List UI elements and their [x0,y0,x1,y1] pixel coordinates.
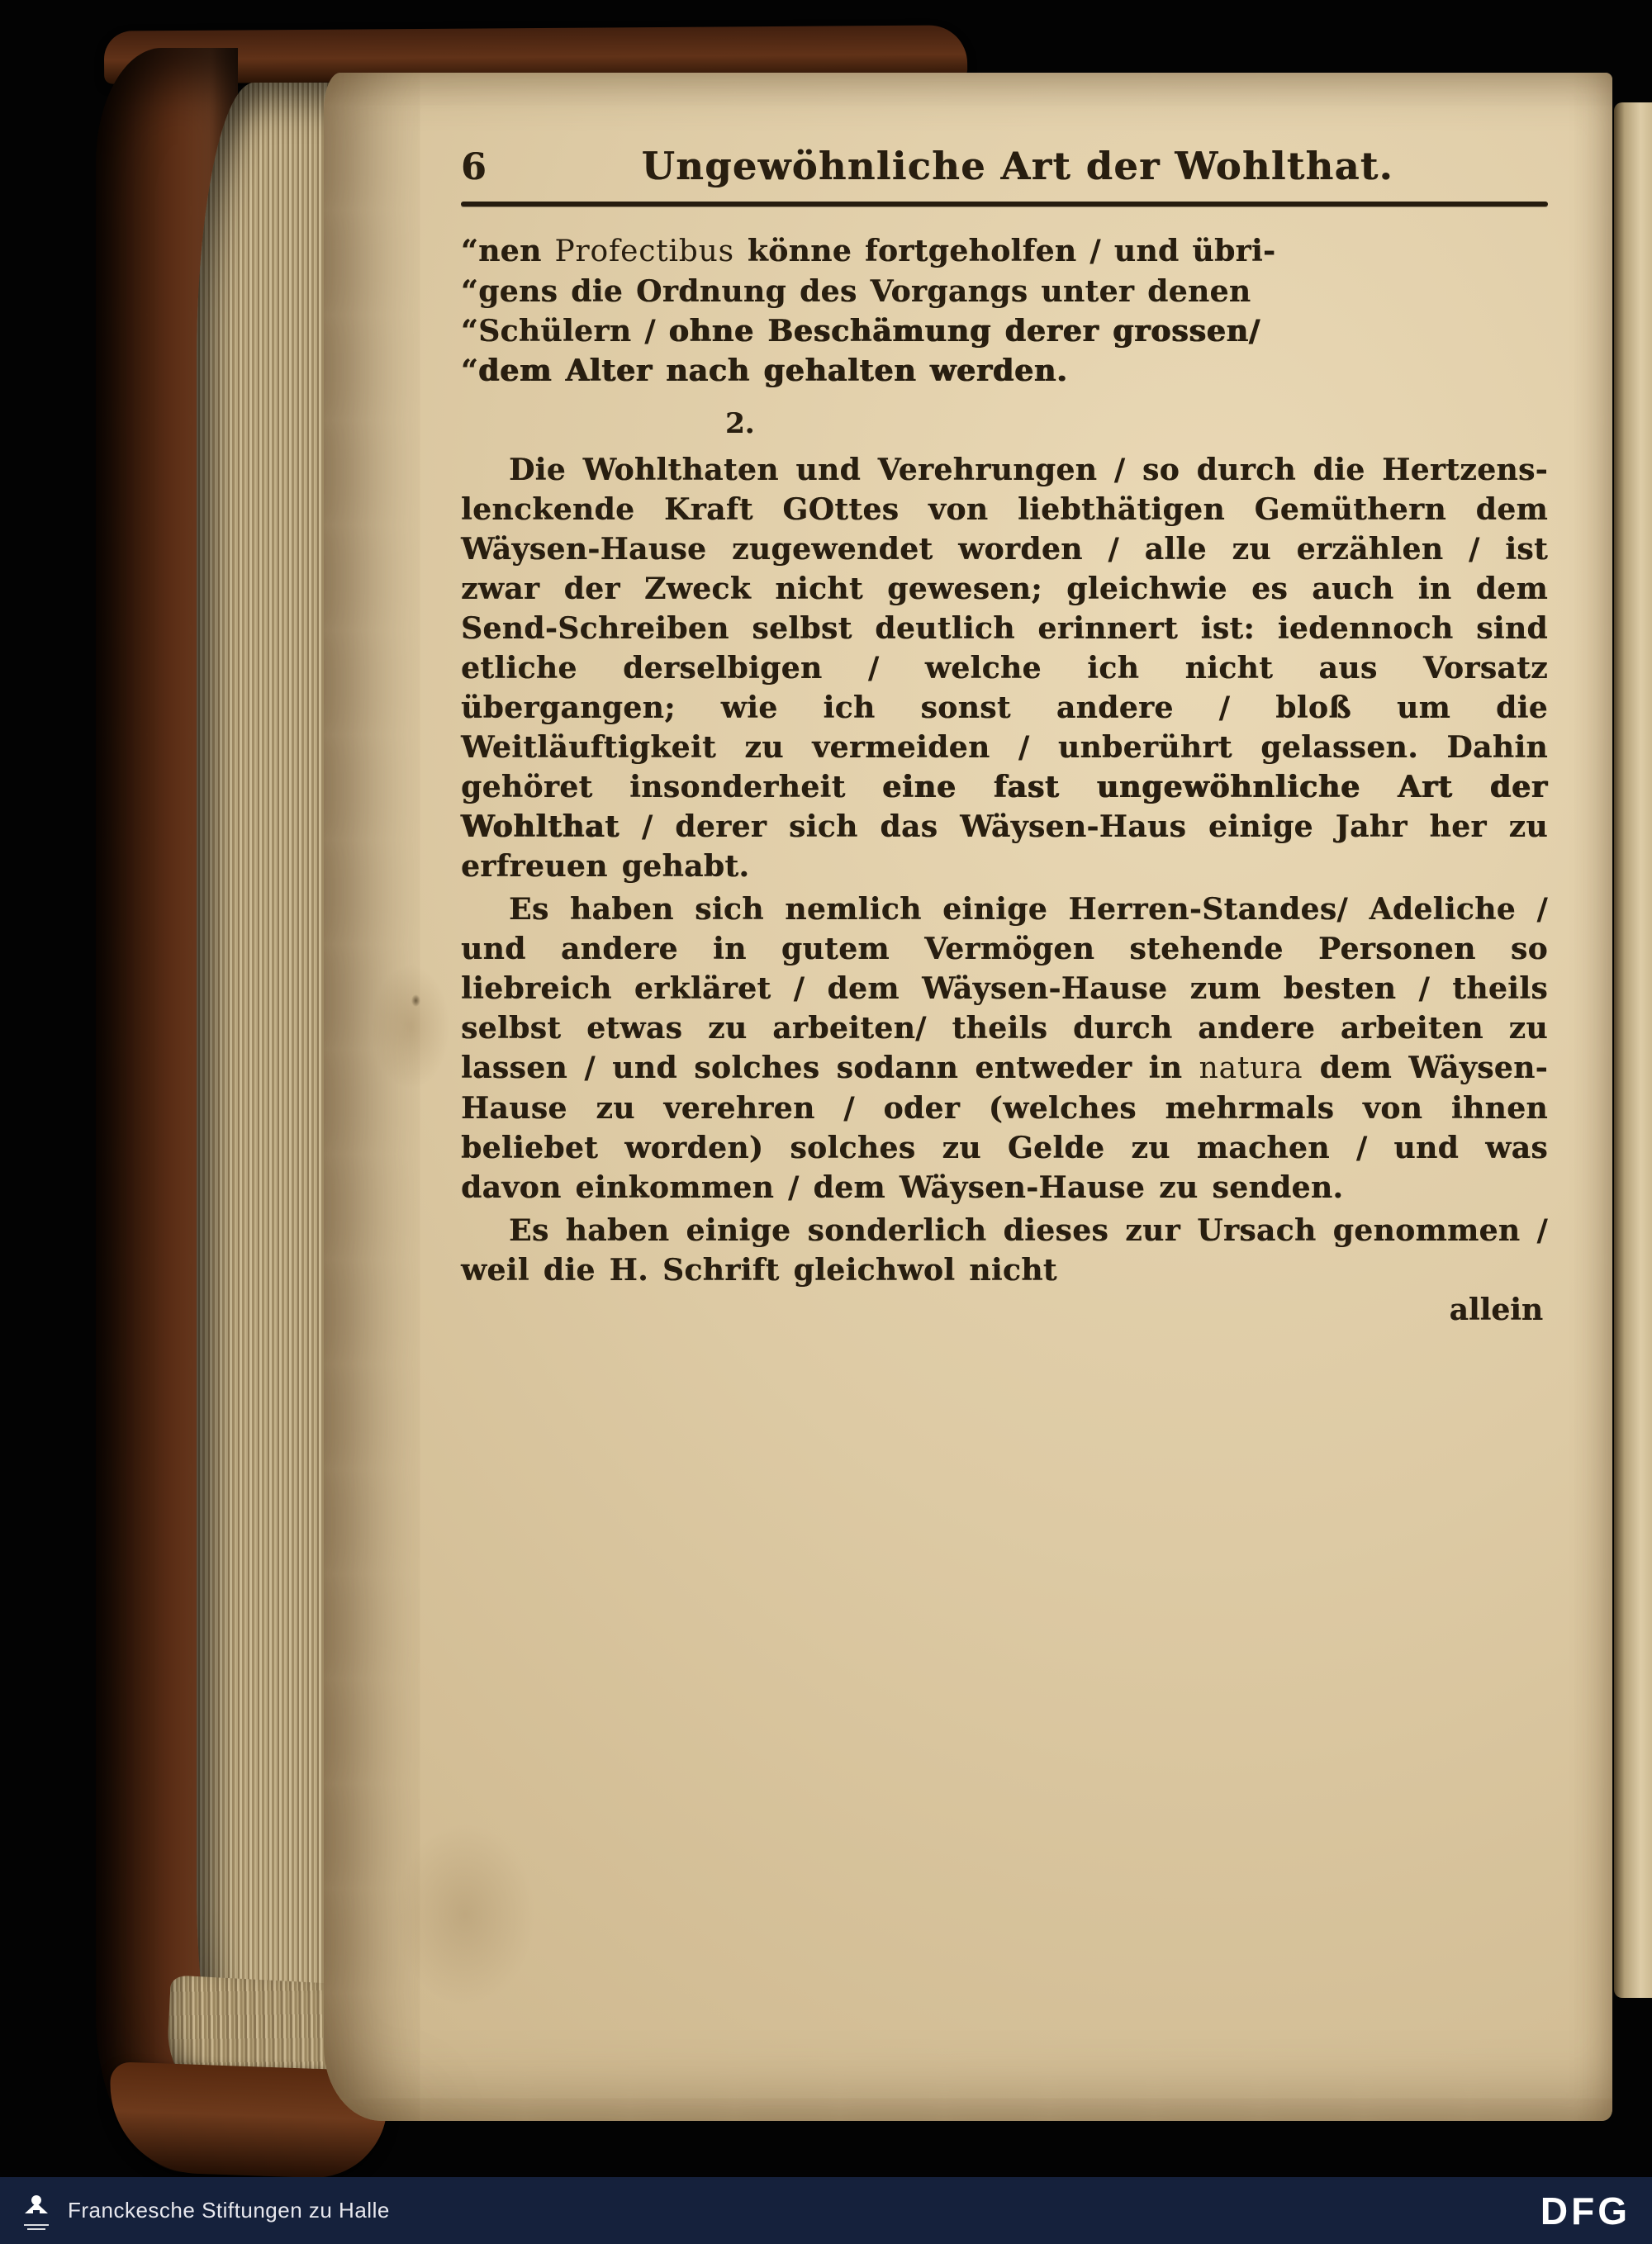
paper-stain [395,1824,535,2005]
quote-line [461,231,1548,272]
page-content [324,73,1612,1330]
page-number: 6 [461,146,487,188]
quote-line [461,311,1548,351]
franckesche-stiftungen-logo-icon [21,2192,51,2230]
paragraph-text: Die Wohlthaten und Verehrungen / so durch die Hertzens-lenckende Kraft GOttes von liebthätigen Gemüthern dem Wäysen-Hause zugewendet worden / alle zu erzählen / ist zwar der Zweck nicht gewesen; gleichwie es auch in dem Send-Schreiben selbst deutlich erinnert ist: iedennoch sind etliche derselbigen / welche ich nicht aus Vorsatz übergangen; wie ich sonst andere / bloß um die Weitläuftigkeit zu vermeiden / unberührt gelassen. Dahin gehöret insonderheit [461,453,1548,804]
quote-line [461,351,1548,391]
paragraph [461,450,1548,886]
paragraph: Es haben einige sonderlich dieses zur Ursach genommen / weil die H. Schrift gleichwol nicht [461,1213,1548,1288]
quote-text: “Schülern / [461,314,669,349]
footer-left-group [21,2192,390,2230]
viewer-footer-bar [0,2177,1652,2244]
quote-text: “ [461,353,479,388]
quote-line [461,272,1548,311]
paragraph-text: Es haben sich nemlich einige Herren-Standes/ Adeliche / und andere in gutem Vermögen stehende Personen so liebreich erkläret / dem Wäysen-Hause zum besten / theils selbst etwas zu arbeiten/ theils durch andere arbeiten zu lassen / und solches sodann entweder in [461,892,1548,1085]
emphasized-phrase: dem Alter nach gehalten werden. [478,353,1068,388]
quoted-passage [461,231,1548,391]
facing-page-edge [1614,102,1652,1998]
quote-text: “gens die Ordnung des Vorgangs unter denen [461,274,1251,309]
book-page [324,73,1612,2121]
paragraph-text: dem Wäysen-Hause zu verehren / oder (welches mehrmals von ihnen beliebet worden) solches zu Gelde zu machen / und was davon einkommen / dem Wäysen-Hause zu senden. [461,1051,1549,1205]
page-header [461,144,1548,188]
dfg-logo: DFG [1540,2189,1631,2232]
running-title: Ungewöhnliche Art der Wohlthat. [641,144,1394,188]
institution-name: Franckesche Stiftungen zu Halle [68,2198,390,2223]
emphasized-phrase: ohne Beschämung derer grossen/ [668,314,1261,349]
quote-text: “nen [461,234,555,268]
latin-word: Profectibus [554,235,734,268]
catchword: allein [1449,1293,1543,1327]
section-number: 2. [725,407,755,440]
emphasized-phrase: eine fast ungewöhnliche Art der Wohlthat [461,770,1548,844]
quote-text: könne fortgeholfen / und übri- [733,234,1276,268]
paragraph [461,890,1548,1207]
paragraph-text: / derer sich das Wäysen-Haus einige Jahr her zu erfreuen gehabt. [461,809,1548,884]
header-rule [461,202,1548,206]
latin-word: natura [1199,1051,1303,1085]
